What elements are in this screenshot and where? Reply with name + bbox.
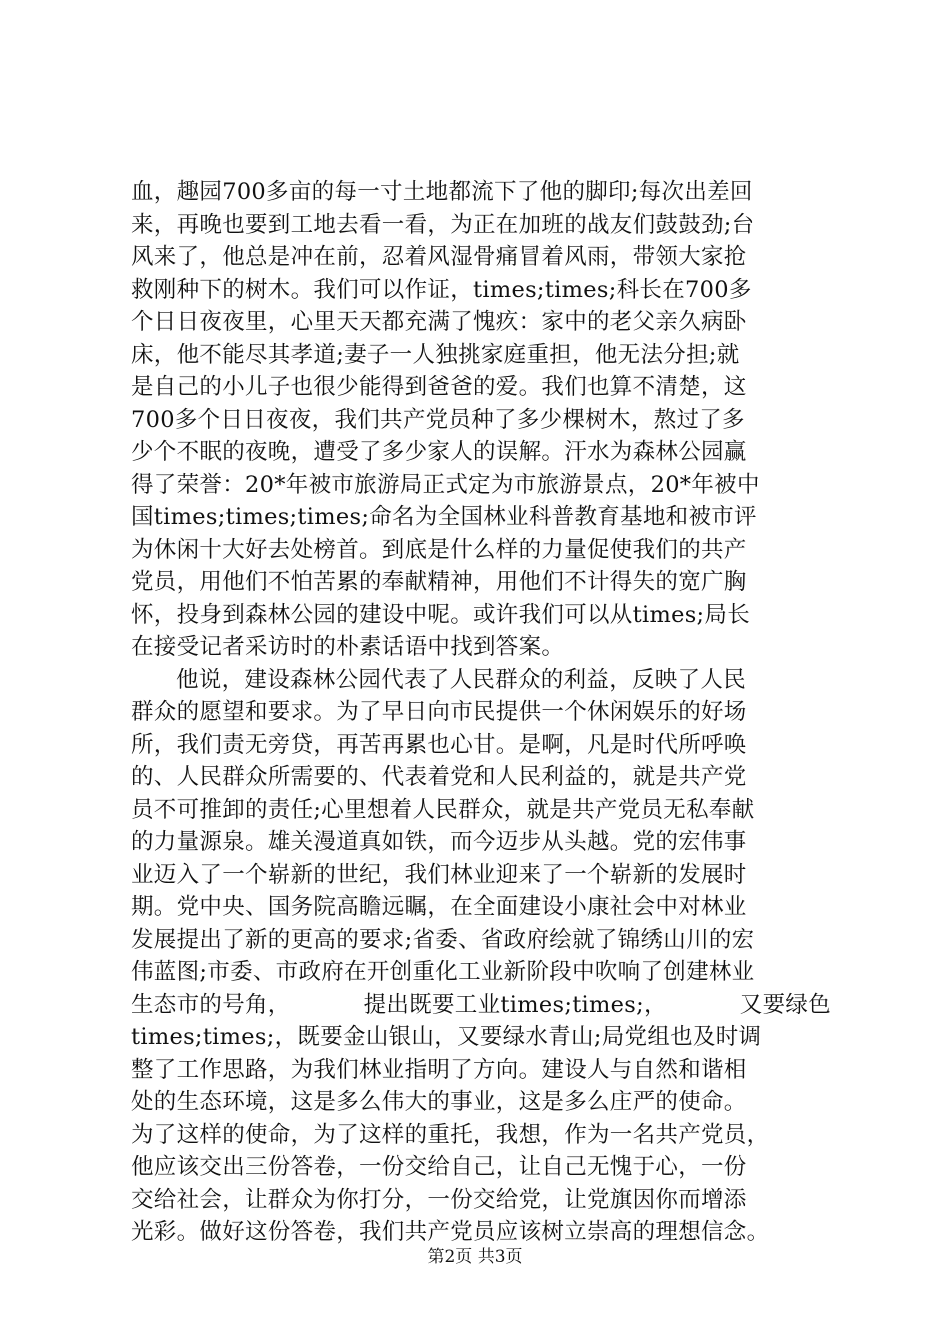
text-line: 伟蓝图;市委、市政府在开创重化工业新阶段中吹响了创建林业 xyxy=(131,959,755,985)
text-line: 国times;times;times;命名为全国林业科普教育基地和被市评 xyxy=(131,504,757,530)
text-line: 为了这样的使命，为了这样的重托，我想，作为一名共产党员， xyxy=(131,1121,770,1148)
text-line: 是自己的小儿子也很少能得到爸爸的爱。我们也算不清楚，这 xyxy=(131,374,747,400)
text-line: 业迈入了一个崭新的世纪，我们林业迎来了一个崭新的发展时 xyxy=(131,861,747,888)
page-number-footer: 第2页 共3页 xyxy=(427,1247,523,1267)
paragraph-start-line: 他说，建设森林公园代表了人民群众的利益，反映了人民 xyxy=(176,666,747,693)
text-line: 的、人民群众所需要的、代表着党和人民利益的，就是共产党 xyxy=(131,764,747,790)
text-line: 处的生态环境，这是多么伟大的事业，这是多么庄严的使命。 xyxy=(131,1089,747,1115)
text-line: 风来了，他总是冲在前，忍着风湿骨痛冒着风雨，带领大家抢 xyxy=(131,244,747,270)
text-line: 为休闲十大好去处榜首。到底是什么样的力量促使我们的共产 xyxy=(131,536,747,563)
justified-text-line xyxy=(131,989,831,1022)
text-segment: 提出既要工业times;times;， xyxy=(363,991,667,1018)
text-line: 在接受记者采访时的朴素话语中找到答案。 xyxy=(131,634,565,660)
body-text xyxy=(131,176,831,1249)
text-line: 个日日夜夜里，心里天天都充满了愧疚：家中的老父亲久病卧 xyxy=(131,309,747,335)
text-segment: 生态市的号角， xyxy=(131,991,291,1018)
text-line: 光彩。做好这份答卷，我们共产党员应该树立崇高的理想信念。 xyxy=(131,1219,770,1245)
text-line: 700多个日日夜夜，我们共产党员种了多少棵树木，熬过了多 xyxy=(131,406,745,433)
text-line: 他应该交出三份答卷，一份交给自己，让自己无愧于心，一份 xyxy=(131,1154,747,1180)
text-line: 少个不眠的夜晚，遭受了多少家人的误解。汗水为森林公园赢 xyxy=(131,439,747,465)
text-line: 期。党中央、国务院高瞻远瞩，在全面建设小康社会中对林业 xyxy=(131,894,747,920)
text-line: 所，我们责无旁贷，再苦再累也心甘。是啊，凡是时代所呼唤 xyxy=(131,731,747,758)
text-line: 员不可推卸的责任;心里想着人民群众，就是共产党员无私奉献 xyxy=(131,796,755,823)
text-line: 群众的愿望和要求。为了早日向市民提供一个休闲娱乐的好场 xyxy=(131,699,747,725)
text-line: 党员，用他们不怕苦累的奉献精神，用他们不计得失的宽广胸 xyxy=(131,569,747,595)
text-line: 怀，投身到森林公园的建设中呢。或许我们可以从times;局长 xyxy=(131,601,751,628)
text-segment: 又要绿色 xyxy=(739,991,831,1018)
text-line: 血，趣园700多亩的每一寸土地都流下了他的脚印;每次出差回 xyxy=(131,179,753,205)
text-line: 发展提出了新的更高的要求;省委、省政府绘就了锦绣山川的宏 xyxy=(131,926,755,953)
text-line: 整了工作思路，为我们林业指明了方向。建设人与自然和谐相 xyxy=(131,1056,747,1083)
text-line: 得了荣誉：20*年被市旅游局正式定为市旅游景点，20*年被中 xyxy=(131,471,760,498)
text-line: 来，再晚也要到工地去看一看，为正在加班的战友们鼓鼓劲;台 xyxy=(131,211,755,238)
text-line: 床，他不能尽其孝道;妻子一人独挑家庭重担，他无法分担;就 xyxy=(131,341,740,368)
text-line: 救刚种下的树木。我们可以作证，times;times;科长在700多 xyxy=(131,276,752,303)
text-line: 交给社会，让群众为你打分，一份交给党，让党旗因你而增添 xyxy=(131,1186,747,1213)
text-line: 的力量源泉。雄关漫道真如铁，而今迈步从头越。党的宏伟事 xyxy=(131,829,747,855)
text-line: times;times;，既要金山银山，又要绿水青山;局党组也及时调 xyxy=(131,1024,762,1050)
